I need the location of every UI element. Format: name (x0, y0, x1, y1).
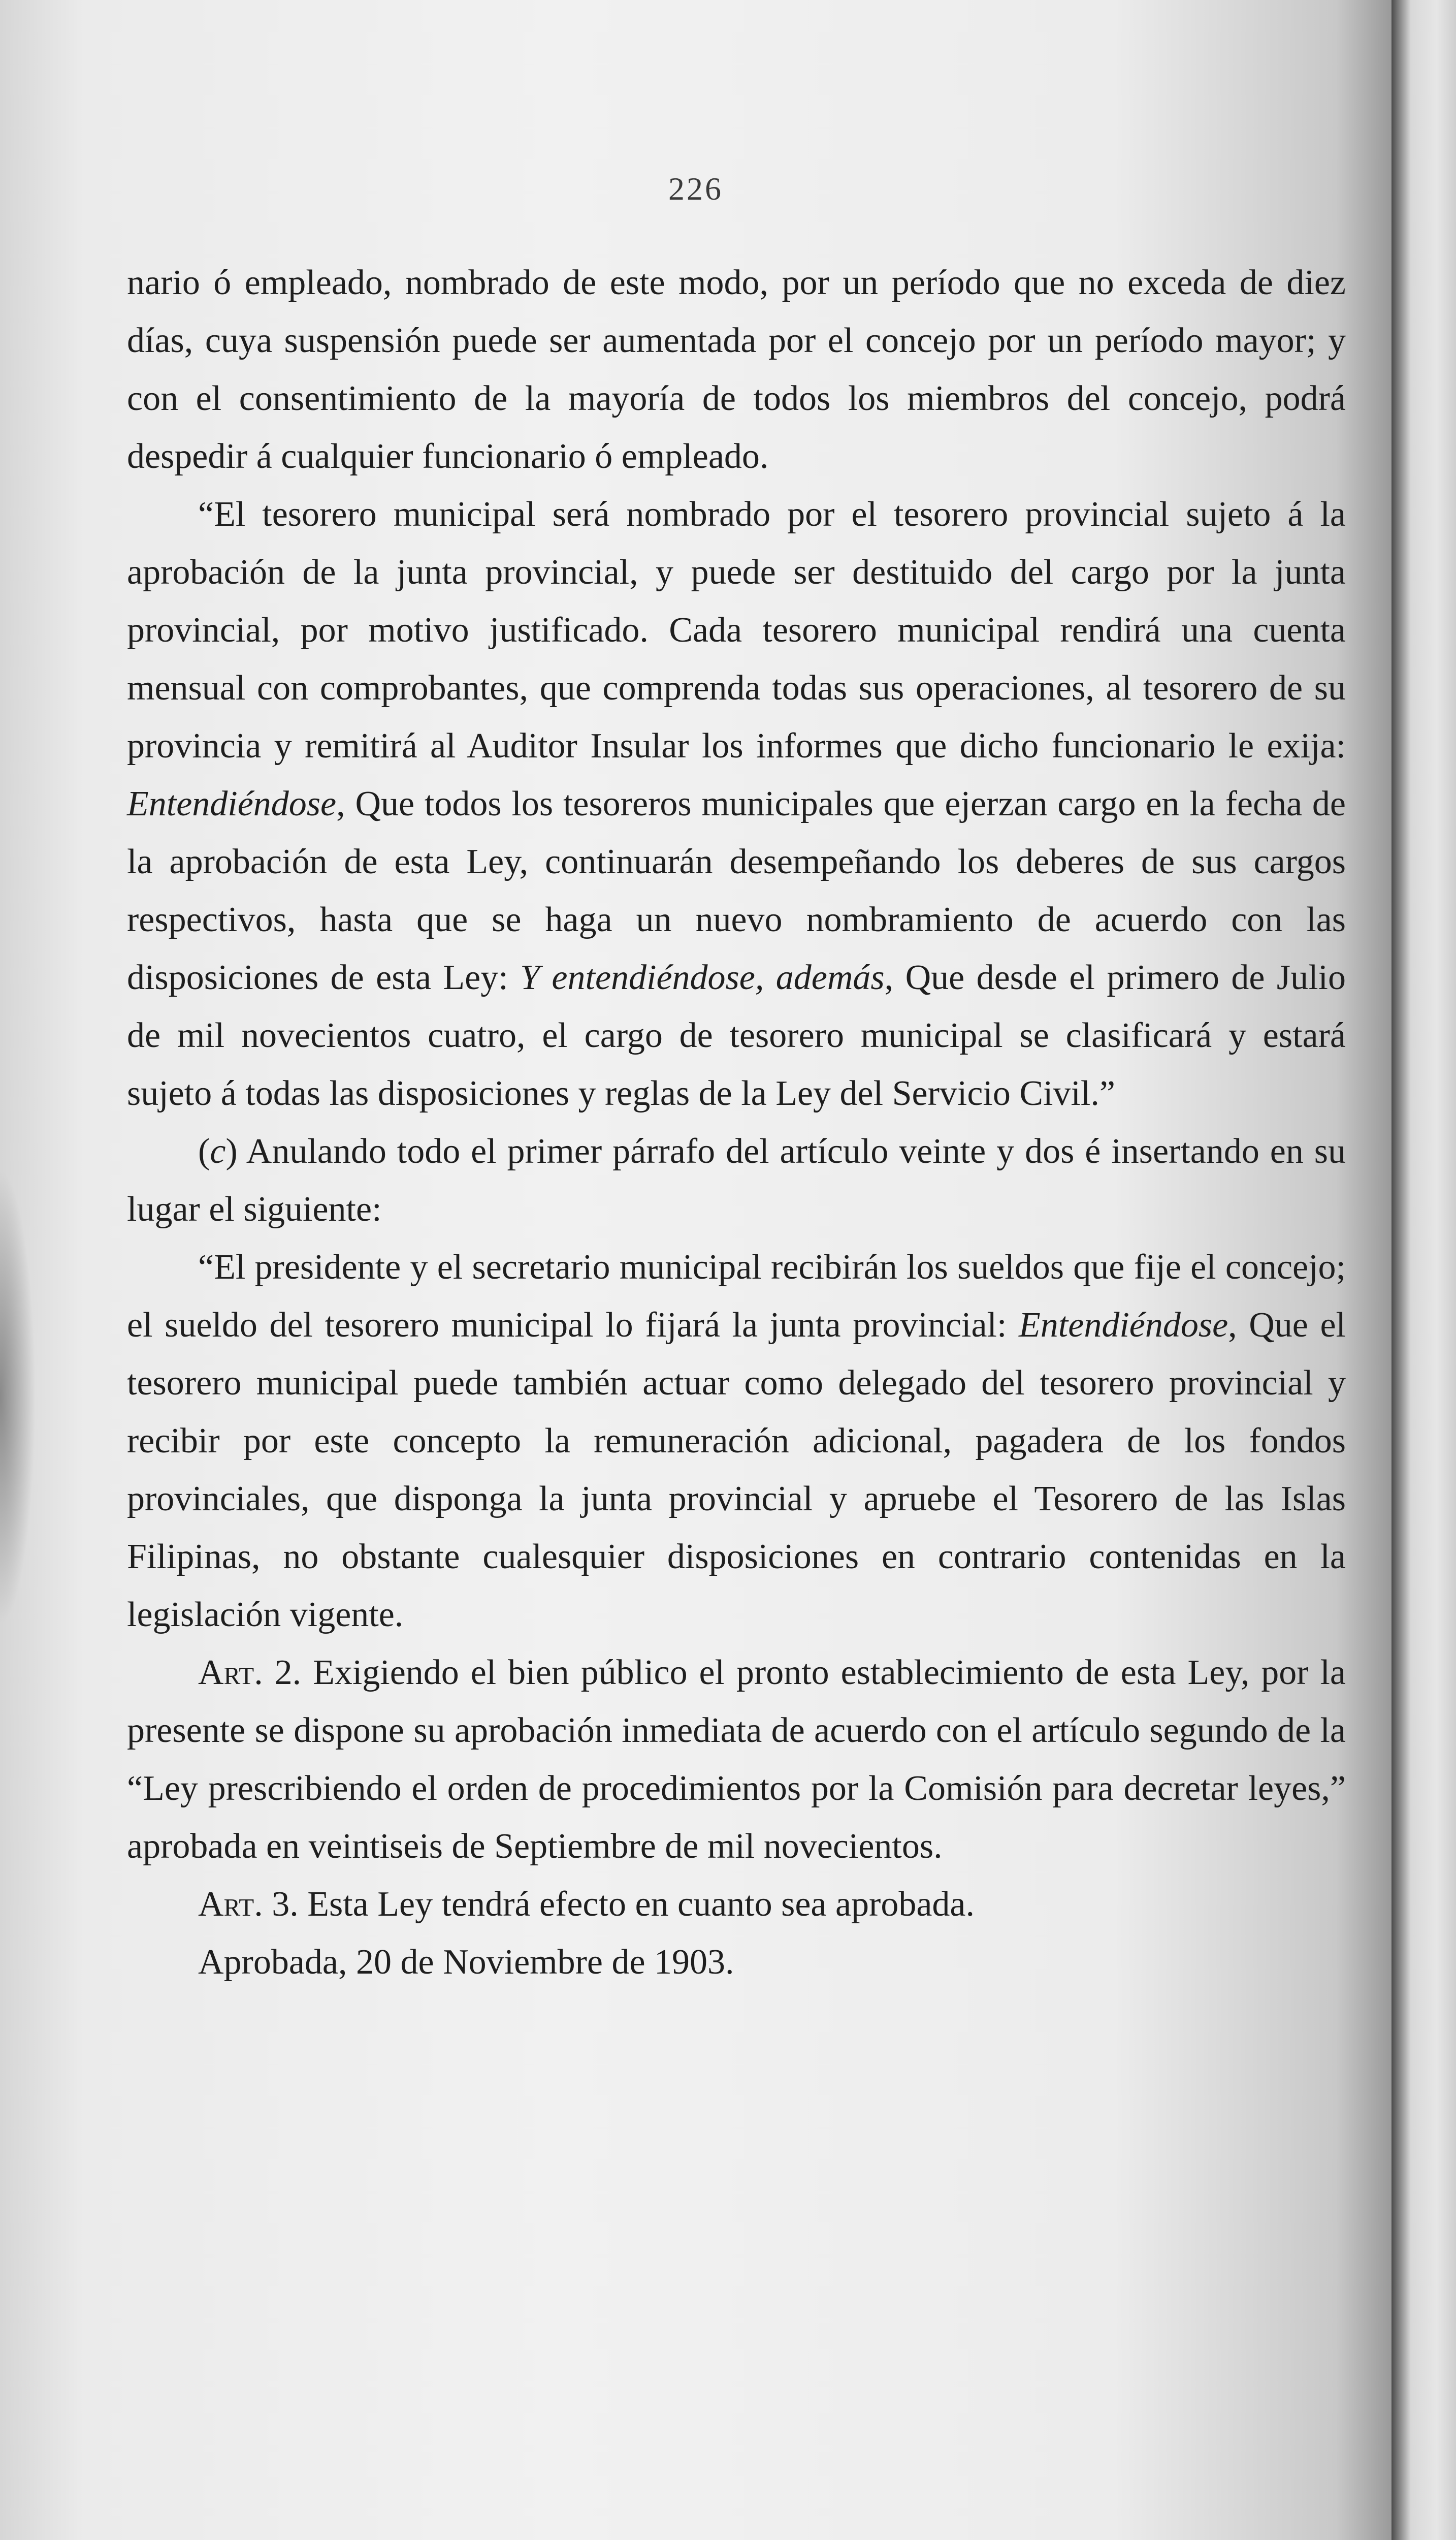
text-run: 2. Exigiendo el bien público el pronto establecimiento de esta Ley, por la presente se dispone su aprobación inmediata de acuerdo con el artículo segundo de la “Ley prescribiendo el orden de procedimientos por la Comisión para decretar leyes,” aprobada en veintiseis de Septiembre de mil novecientos. (127, 1653, 1346, 1866)
paragraph (127, 1239, 1346, 1644)
paragraph (127, 1933, 1346, 1991)
paragraph (127, 1123, 1346, 1239)
italic-run: Y entendiéndose, además (520, 958, 885, 997)
text-run: , Que desde el primero de Julio de mil novecientos cuatro, el cargo de tesorero municipal se clasificará y estará sujeto á todas las disposiciones y reglas de la Ley del Servicio Civil.” (127, 958, 1346, 1113)
body-text (127, 254, 1346, 1991)
text-run: , Que todos los tesoreros municipales que ejerzan cargo en la fecha de la aprobación de esta Ley, continuarán desempeñando los deberes de sus cargos respectivos, hasta que se haga un nuevo nombramiento de acuerdo con las disposiciones de esta Ley: (127, 784, 1346, 997)
text-run: 3. Esta Ley tendrá efecto en cuanto sea aprobada. (263, 1885, 975, 1924)
text-run: Aprobada, 20 de Noviembre de 1903. (198, 1943, 734, 1982)
text-run: ( (198, 1132, 210, 1171)
italic-run: c (210, 1132, 226, 1171)
text-run: ) Anulando todo el primer párrafo del artículo veinte y dos é insertando en su lugar el siguiente: (127, 1132, 1346, 1229)
text-run: nario ó empleado, nombrado de este modo, por un período que no exceda de diez días, cuya suspensión puede ser aumentada por el concejo por un período mayor; y con el consentimiento de la mayoría de todos los miembros del concejo, podrá despedir á cualquier funcionario ó empleado. (127, 263, 1346, 476)
text-run: , Que el tesorero municipal puede también actuar como delegado del tesorero provincial y recibir por este concepto la remuneración adicional, pagadera de los fondos provinciales, que disponga la junta provincial y apruebe el Tesorero de las Islas Filipinas, no obstante cualesquier disposiciones en contrario contenidas en la legislación vigente. (127, 1306, 1346, 1634)
book-page-edge (1392, 0, 1456, 2540)
small-caps-run: Art. (198, 1653, 263, 1692)
text-run: “El tesorero municipal será nombrado por el tesorero provincial sujeto á la aprobación de la junta provincial, y puede ser destituido del cargo por la junta provincial, por motivo justificado. Cada tesorero municipal rendirá una cuenta mensual con comprobantes, que comprenda todas sus operaciones, al tesorero de su provincia y remitirá al Auditor Insular los informes que dicho funcionario le exija: (127, 495, 1346, 766)
paragraph (127, 1644, 1346, 1876)
italic-run: Entendiéndose (127, 784, 337, 823)
small-caps-run: Art. (198, 1885, 263, 1924)
page-stain (0, 1168, 36, 1626)
paragraph (127, 254, 1346, 486)
text-run: “El presidente y el secretario municipal recibirán los sueldos que fije el concejo; el sueldo del tesorero municipal lo fijará la junta provincial: (127, 1248, 1346, 1345)
paragraph (127, 1876, 1346, 1933)
paragraph (127, 486, 1346, 1123)
italic-run: Entendiéndose (1019, 1306, 1228, 1345)
page-number: 226 (668, 171, 723, 207)
